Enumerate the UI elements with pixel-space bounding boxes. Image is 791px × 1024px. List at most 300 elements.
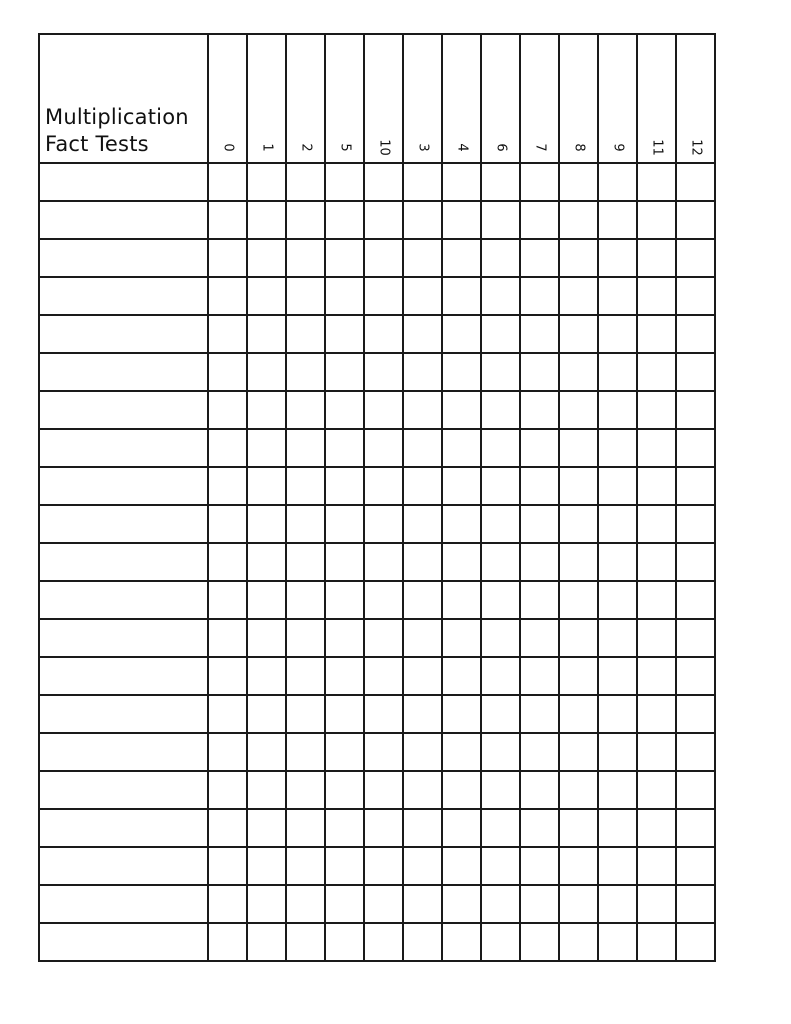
score-cell-2[interactable] <box>286 695 325 733</box>
score-cell-9[interactable] <box>598 467 637 505</box>
score-cell-2[interactable] <box>286 543 325 581</box>
student-name-cell[interactable] <box>39 771 208 809</box>
score-cell-10[interactable] <box>364 239 403 277</box>
score-cell-4[interactable] <box>442 239 481 277</box>
score-cell-2[interactable] <box>286 657 325 695</box>
score-cell-7[interactable] <box>520 543 559 581</box>
score-cell-3[interactable] <box>403 581 442 619</box>
score-cell-7[interactable] <box>520 277 559 315</box>
score-cell-4[interactable] <box>442 315 481 353</box>
score-cell-1[interactable] <box>247 885 286 923</box>
score-cell-11[interactable] <box>637 391 676 429</box>
score-cell-1[interactable] <box>247 695 286 733</box>
student-name-cell[interactable] <box>39 467 208 505</box>
score-cell-6[interactable] <box>481 163 520 201</box>
score-cell-0[interactable] <box>208 847 247 885</box>
score-cell-1[interactable] <box>247 163 286 201</box>
score-cell-11[interactable] <box>637 923 676 961</box>
score-cell-4[interactable] <box>442 847 481 885</box>
score-cell-9[interactable] <box>598 391 637 429</box>
score-cell-11[interactable] <box>637 429 676 467</box>
score-cell-8[interactable] <box>559 201 598 239</box>
score-cell-10[interactable] <box>364 201 403 239</box>
score-cell-7[interactable] <box>520 771 559 809</box>
score-cell-10[interactable] <box>364 277 403 315</box>
student-name-cell[interactable] <box>39 429 208 467</box>
score-cell-6[interactable] <box>481 239 520 277</box>
score-cell-1[interactable] <box>247 505 286 543</box>
score-cell-5[interactable] <box>325 695 364 733</box>
score-cell-8[interactable] <box>559 505 598 543</box>
score-cell-4[interactable] <box>442 885 481 923</box>
score-cell-2[interactable] <box>286 239 325 277</box>
score-cell-7[interactable] <box>520 923 559 961</box>
score-cell-10[interactable] <box>364 315 403 353</box>
score-cell-12[interactable] <box>676 467 715 505</box>
score-cell-12[interactable] <box>676 581 715 619</box>
score-cell-7[interactable] <box>520 505 559 543</box>
score-cell-6[interactable] <box>481 277 520 315</box>
score-cell-8[interactable] <box>559 353 598 391</box>
score-cell-11[interactable] <box>637 619 676 657</box>
score-cell-0[interactable] <box>208 923 247 961</box>
score-cell-11[interactable] <box>637 695 676 733</box>
score-cell-11[interactable] <box>637 353 676 391</box>
score-cell-6[interactable] <box>481 353 520 391</box>
score-cell-8[interactable] <box>559 809 598 847</box>
score-cell-9[interactable] <box>598 505 637 543</box>
score-cell-1[interactable] <box>247 201 286 239</box>
score-cell-8[interactable] <box>559 277 598 315</box>
score-cell-8[interactable] <box>559 695 598 733</box>
score-cell-2[interactable] <box>286 733 325 771</box>
student-name-cell[interactable] <box>39 505 208 543</box>
score-cell-0[interactable] <box>208 885 247 923</box>
score-cell-2[interactable] <box>286 353 325 391</box>
student-name-cell[interactable] <box>39 809 208 847</box>
score-cell-0[interactable] <box>208 543 247 581</box>
score-cell-2[interactable] <box>286 201 325 239</box>
score-cell-4[interactable] <box>442 581 481 619</box>
score-cell-6[interactable] <box>481 771 520 809</box>
score-cell-7[interactable] <box>520 885 559 923</box>
score-cell-9[interactable] <box>598 619 637 657</box>
score-cell-1[interactable] <box>247 277 286 315</box>
score-cell-9[interactable] <box>598 163 637 201</box>
score-cell-7[interactable] <box>520 657 559 695</box>
score-cell-8[interactable] <box>559 657 598 695</box>
score-cell-0[interactable] <box>208 467 247 505</box>
score-cell-5[interactable] <box>325 277 364 315</box>
score-cell-3[interactable] <box>403 619 442 657</box>
score-cell-12[interactable] <box>676 619 715 657</box>
score-cell-0[interactable] <box>208 809 247 847</box>
score-cell-9[interactable] <box>598 353 637 391</box>
score-cell-11[interactable] <box>637 543 676 581</box>
student-name-cell[interactable] <box>39 581 208 619</box>
student-name-cell[interactable] <box>39 315 208 353</box>
score-cell-0[interactable] <box>208 733 247 771</box>
score-cell-3[interactable] <box>403 543 442 581</box>
score-cell-2[interactable] <box>286 771 325 809</box>
score-cell-11[interactable] <box>637 315 676 353</box>
score-cell-5[interactable] <box>325 391 364 429</box>
score-cell-8[interactable] <box>559 581 598 619</box>
score-cell-0[interactable] <box>208 657 247 695</box>
score-cell-0[interactable] <box>208 505 247 543</box>
score-cell-3[interactable] <box>403 467 442 505</box>
score-cell-5[interactable] <box>325 467 364 505</box>
score-cell-9[interactable] <box>598 315 637 353</box>
score-cell-12[interactable] <box>676 657 715 695</box>
score-cell-6[interactable] <box>481 467 520 505</box>
column-header-label: 7 <box>532 143 547 152</box>
score-cell-3[interactable] <box>403 201 442 239</box>
student-name-cell[interactable] <box>39 277 208 315</box>
student-name-cell[interactable] <box>39 391 208 429</box>
score-cell-4[interactable] <box>442 391 481 429</box>
student-name-cell[interactable] <box>39 695 208 733</box>
score-cell-5[interactable] <box>325 201 364 239</box>
score-cell-2[interactable] <box>286 923 325 961</box>
score-cell-2[interactable] <box>286 809 325 847</box>
score-cell-5[interactable] <box>325 809 364 847</box>
score-cell-6[interactable] <box>481 619 520 657</box>
score-cell-10[interactable] <box>364 467 403 505</box>
score-cell-1[interactable] <box>247 657 286 695</box>
score-cell-6[interactable] <box>481 543 520 581</box>
score-cell-11[interactable] <box>637 277 676 315</box>
score-cell-12[interactable] <box>676 543 715 581</box>
column-header-12 <box>676 34 715 163</box>
score-cell-5[interactable] <box>325 315 364 353</box>
score-cell-1[interactable] <box>247 733 286 771</box>
score-cell-7[interactable] <box>520 201 559 239</box>
score-cell-2[interactable] <box>286 505 325 543</box>
score-cell-10[interactable] <box>364 353 403 391</box>
score-cell-9[interactable] <box>598 733 637 771</box>
score-cell-12[interactable] <box>676 239 715 277</box>
score-cell-8[interactable] <box>559 429 598 467</box>
score-cell-4[interactable] <box>442 543 481 581</box>
score-cell-5[interactable] <box>325 429 364 467</box>
score-cell-8[interactable] <box>559 239 598 277</box>
score-cell-3[interactable] <box>403 315 442 353</box>
score-cell-1[interactable] <box>247 847 286 885</box>
score-cell-6[interactable] <box>481 315 520 353</box>
score-cell-0[interactable] <box>208 771 247 809</box>
score-cell-3[interactable] <box>403 239 442 277</box>
score-cell-7[interactable] <box>520 391 559 429</box>
score-cell-8[interactable] <box>559 619 598 657</box>
score-cell-7[interactable] <box>520 467 559 505</box>
score-cell-1[interactable] <box>247 467 286 505</box>
score-cell-4[interactable] <box>442 695 481 733</box>
score-cell-3[interactable] <box>403 885 442 923</box>
score-cell-8[interactable] <box>559 543 598 581</box>
score-cell-6[interactable] <box>481 733 520 771</box>
score-cell-9[interactable] <box>598 277 637 315</box>
score-cell-5[interactable] <box>325 581 364 619</box>
score-cell-12[interactable] <box>676 923 715 961</box>
score-cell-0[interactable] <box>208 619 247 657</box>
score-cell-11[interactable] <box>637 201 676 239</box>
score-cell-0[interactable] <box>208 429 247 467</box>
score-cell-10[interactable] <box>364 923 403 961</box>
score-cell-7[interactable] <box>520 581 559 619</box>
score-cell-9[interactable] <box>598 923 637 961</box>
score-cell-11[interactable] <box>637 163 676 201</box>
score-cell-12[interactable] <box>676 505 715 543</box>
score-cell-7[interactable] <box>520 315 559 353</box>
score-cell-10[interactable] <box>364 847 403 885</box>
score-cell-1[interactable] <box>247 809 286 847</box>
score-cell-0[interactable] <box>208 391 247 429</box>
column-header-8 <box>559 34 598 163</box>
score-cell-5[interactable] <box>325 657 364 695</box>
score-cell-10[interactable] <box>364 163 403 201</box>
score-cell-3[interactable] <box>403 847 442 885</box>
score-cell-11[interactable] <box>637 467 676 505</box>
score-cell-2[interactable] <box>286 619 325 657</box>
score-cell-0[interactable] <box>208 163 247 201</box>
score-cell-4[interactable] <box>442 923 481 961</box>
score-cell-6[interactable] <box>481 391 520 429</box>
score-cell-3[interactable] <box>403 923 442 961</box>
score-cell-12[interactable] <box>676 277 715 315</box>
score-cell-1[interactable] <box>247 543 286 581</box>
score-cell-9[interactable] <box>598 695 637 733</box>
score-cell-1[interactable] <box>247 315 286 353</box>
score-cell-8[interactable] <box>559 391 598 429</box>
score-cell-0[interactable] <box>208 239 247 277</box>
score-cell-4[interactable] <box>442 657 481 695</box>
score-cell-11[interactable] <box>637 657 676 695</box>
score-cell-0[interactable] <box>208 581 247 619</box>
score-cell-1[interactable] <box>247 619 286 657</box>
score-cell-12[interactable] <box>676 733 715 771</box>
score-cell-3[interactable] <box>403 391 442 429</box>
score-cell-7[interactable] <box>520 619 559 657</box>
score-cell-12[interactable] <box>676 201 715 239</box>
table-row <box>39 581 715 619</box>
score-cell-0[interactable] <box>208 353 247 391</box>
score-cell-9[interactable] <box>598 847 637 885</box>
score-cell-12[interactable] <box>676 885 715 923</box>
score-cell-6[interactable] <box>481 847 520 885</box>
score-cell-11[interactable] <box>637 239 676 277</box>
score-cell-9[interactable] <box>598 543 637 581</box>
score-cell-4[interactable] <box>442 733 481 771</box>
score-cell-5[interactable] <box>325 885 364 923</box>
score-cell-10[interactable] <box>364 885 403 923</box>
score-cell-8[interactable] <box>559 733 598 771</box>
score-cell-12[interactable] <box>676 771 715 809</box>
score-cell-9[interactable] <box>598 239 637 277</box>
score-cell-9[interactable] <box>598 771 637 809</box>
score-cell-5[interactable] <box>325 733 364 771</box>
score-cell-1[interactable] <box>247 353 286 391</box>
score-cell-3[interactable] <box>403 657 442 695</box>
score-cell-11[interactable] <box>637 733 676 771</box>
score-cell-1[interactable] <box>247 771 286 809</box>
score-cell-0[interactable] <box>208 277 247 315</box>
score-cell-6[interactable] <box>481 581 520 619</box>
score-cell-4[interactable] <box>442 771 481 809</box>
score-cell-2[interactable] <box>286 581 325 619</box>
score-cell-10[interactable] <box>364 429 403 467</box>
score-cell-8[interactable] <box>559 163 598 201</box>
score-cell-5[interactable] <box>325 923 364 961</box>
score-cell-1[interactable] <box>247 429 286 467</box>
score-cell-12[interactable] <box>676 353 715 391</box>
score-cell-11[interactable] <box>637 885 676 923</box>
score-cell-6[interactable] <box>481 809 520 847</box>
score-cell-12[interactable] <box>676 315 715 353</box>
column-header-11 <box>637 34 676 163</box>
score-cell-2[interactable] <box>286 467 325 505</box>
table-row <box>39 467 715 505</box>
score-cell-10[interactable] <box>364 809 403 847</box>
student-name-cell[interactable] <box>39 885 208 923</box>
score-cell-9[interactable] <box>598 885 637 923</box>
score-cell-4[interactable] <box>442 201 481 239</box>
student-name-cell[interactable] <box>39 543 208 581</box>
score-cell-9[interactable] <box>598 657 637 695</box>
score-cell-8[interactable] <box>559 923 598 961</box>
score-cell-12[interactable] <box>676 391 715 429</box>
score-cell-9[interactable] <box>598 429 637 467</box>
score-cell-5[interactable] <box>325 505 364 543</box>
score-cell-7[interactable] <box>520 239 559 277</box>
score-cell-6[interactable] <box>481 885 520 923</box>
score-cell-10[interactable] <box>364 695 403 733</box>
score-cell-5[interactable] <box>325 847 364 885</box>
student-name-cell[interactable] <box>39 163 208 201</box>
score-cell-2[interactable] <box>286 163 325 201</box>
score-cell-4[interactable] <box>442 429 481 467</box>
score-cell-10[interactable] <box>364 581 403 619</box>
score-cell-4[interactable] <box>442 619 481 657</box>
score-cell-12[interactable] <box>676 809 715 847</box>
score-cell-10[interactable] <box>364 505 403 543</box>
score-cell-10[interactable] <box>364 733 403 771</box>
score-cell-1[interactable] <box>247 239 286 277</box>
student-name-cell[interactable] <box>39 619 208 657</box>
score-cell-9[interactable] <box>598 581 637 619</box>
score-cell-2[interactable] <box>286 885 325 923</box>
score-cell-6[interactable] <box>481 657 520 695</box>
score-cell-7[interactable] <box>520 695 559 733</box>
score-cell-3[interactable] <box>403 277 442 315</box>
score-cell-8[interactable] <box>559 771 598 809</box>
score-cell-7[interactable] <box>520 353 559 391</box>
score-cell-4[interactable] <box>442 505 481 543</box>
score-cell-10[interactable] <box>364 619 403 657</box>
score-cell-4[interactable] <box>442 277 481 315</box>
score-cell-3[interactable] <box>403 695 442 733</box>
score-cell-6[interactable] <box>481 923 520 961</box>
score-cell-5[interactable] <box>325 543 364 581</box>
score-cell-7[interactable] <box>520 733 559 771</box>
score-cell-0[interactable] <box>208 695 247 733</box>
score-cell-7[interactable] <box>520 429 559 467</box>
score-cell-1[interactable] <box>247 581 286 619</box>
score-cell-3[interactable] <box>403 353 442 391</box>
score-cell-6[interactable] <box>481 695 520 733</box>
student-name-cell[interactable] <box>39 353 208 391</box>
score-cell-4[interactable] <box>442 353 481 391</box>
score-cell-8[interactable] <box>559 847 598 885</box>
score-cell-4[interactable] <box>442 809 481 847</box>
score-cell-2[interactable] <box>286 315 325 353</box>
score-cell-12[interactable] <box>676 847 715 885</box>
student-name-cell[interactable] <box>39 201 208 239</box>
score-cell-12[interactable] <box>676 429 715 467</box>
score-cell-1[interactable] <box>247 391 286 429</box>
score-cell-12[interactable] <box>676 163 715 201</box>
score-cell-10[interactable] <box>364 771 403 809</box>
score-cell-4[interactable] <box>442 163 481 201</box>
score-cell-10[interactable] <box>364 657 403 695</box>
score-cell-6[interactable] <box>481 505 520 543</box>
score-cell-7[interactable] <box>520 847 559 885</box>
score-cell-10[interactable] <box>364 543 403 581</box>
score-cell-2[interactable] <box>286 277 325 315</box>
student-name-cell[interactable] <box>39 239 208 277</box>
score-cell-6[interactable] <box>481 429 520 467</box>
score-cell-9[interactable] <box>598 809 637 847</box>
score-cell-10[interactable] <box>364 391 403 429</box>
score-cell-0[interactable] <box>208 315 247 353</box>
score-cell-2[interactable] <box>286 391 325 429</box>
score-cell-5[interactable] <box>325 619 364 657</box>
score-cell-3[interactable] <box>403 429 442 467</box>
score-cell-11[interactable] <box>637 809 676 847</box>
score-cell-11[interactable] <box>637 847 676 885</box>
student-name-cell[interactable] <box>39 923 208 961</box>
score-cell-5[interactable] <box>325 771 364 809</box>
score-cell-11[interactable] <box>637 771 676 809</box>
score-cell-3[interactable] <box>403 163 442 201</box>
score-cell-1[interactable] <box>247 923 286 961</box>
score-cell-5[interactable] <box>325 163 364 201</box>
score-cell-7[interactable] <box>520 809 559 847</box>
student-name-cell[interactable] <box>39 657 208 695</box>
score-cell-3[interactable] <box>403 771 442 809</box>
score-cell-3[interactable] <box>403 733 442 771</box>
score-cell-7[interactable] <box>520 163 559 201</box>
score-cell-0[interactable] <box>208 201 247 239</box>
student-name-cell[interactable] <box>39 847 208 885</box>
score-cell-3[interactable] <box>403 505 442 543</box>
score-cell-5[interactable] <box>325 239 364 277</box>
score-cell-8[interactable] <box>559 467 598 505</box>
score-cell-11[interactable] <box>637 505 676 543</box>
score-cell-6[interactable] <box>481 201 520 239</box>
score-cell-2[interactable] <box>286 847 325 885</box>
score-cell-3[interactable] <box>403 809 442 847</box>
score-cell-8[interactable] <box>559 315 598 353</box>
score-cell-5[interactable] <box>325 353 364 391</box>
score-cell-4[interactable] <box>442 467 481 505</box>
score-cell-9[interactable] <box>598 201 637 239</box>
score-cell-8[interactable] <box>559 885 598 923</box>
score-cell-11[interactable] <box>637 581 676 619</box>
score-cell-2[interactable] <box>286 429 325 467</box>
student-name-cell[interactable] <box>39 733 208 771</box>
score-cell-12[interactable] <box>676 695 715 733</box>
